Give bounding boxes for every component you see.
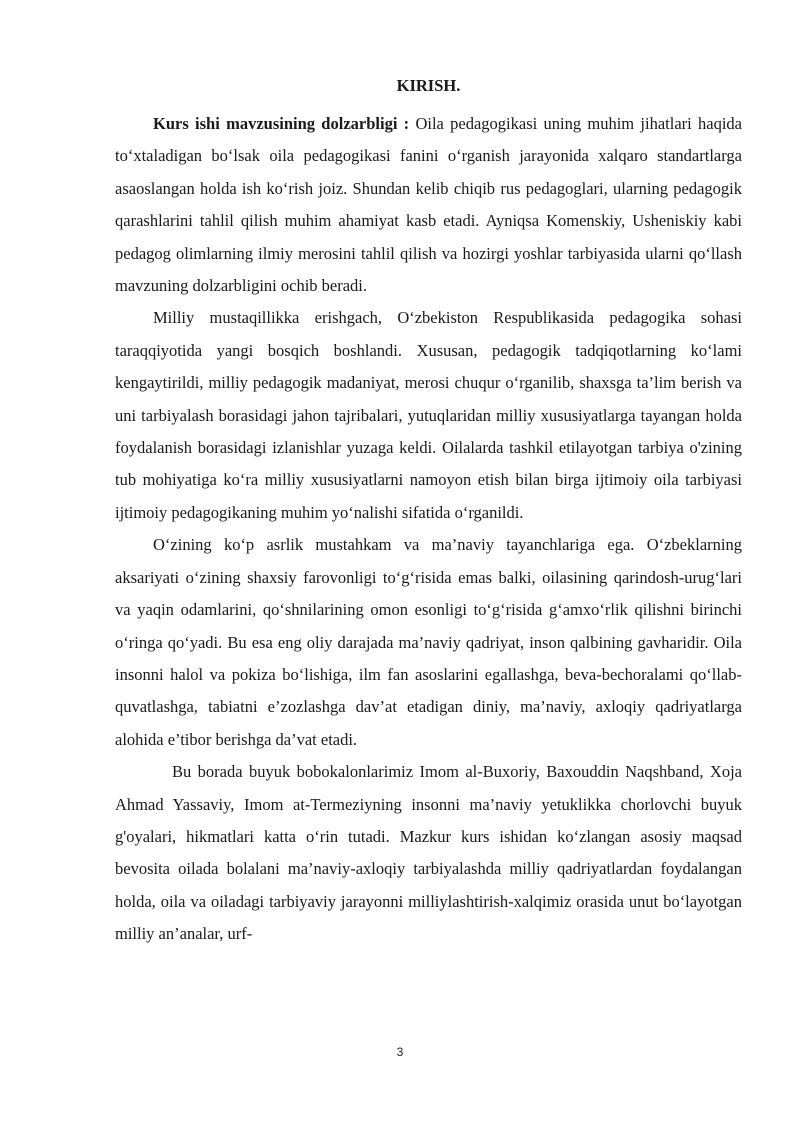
paragraph-spiritual-values [115, 529, 742, 756]
paragraph-relevance [115, 108, 742, 302]
paragraph-lead-heading: Kurs ishi mavzusining dolzarbligi : [153, 114, 410, 133]
paragraph-text: Bu borada buyuk bobokalonlarimiz Imom al-Buxoriy, Baxouddin Naqshband, Xoja Ahmad Yassaviy, Imom at-Termeziyning insonni ma’naviy yetuklikka chorlovchi buyuk g'oyalari, hikmatlari katta o‘rin tutadi. Mazkur kurs ishidan ko‘zlangan asosiy maqsad bevosita oilada bolalani ma’naviy-axloqiy tarbiyalashda milliy qadriyatlardan foydalangan holda, oila va oiladagi tarbiyaviy jarayonni milliylashtirish-xalqimiz orasida unut bo‘layotgan milliy an’analar, urf- [115, 762, 742, 944]
paragraph-independence [115, 302, 742, 529]
paragraph-text: Oila pedagogikasi uning muhim jihatlari haqida to‘xtaladigan bo‘lsak oila pedagogikasi fanini o‘rganish jarayonida xalqaro standartlarga asaoslangan holda ish ko‘rish joiz. Shundan kelib chiqib rus pedagoglari, ularning pedagogik qarashlarini tahlil qilish muhim ahamiyat kasb etadi. Ayniqsa Komenskiy, Usheniskiy kabi pedagog olimlarning ilmiy merosini tahlil qilish va hozirgi yoshlar tarbiyasida ularni qo‘llash mavzuning dolzarbligini ochib beradi. [115, 114, 742, 296]
document-page [115, 74, 742, 951]
paragraph-text: Milliy mustaqillikka erishgach, O‘zbekiston Respublikasida pedagogika sohasi taraqqiyotida yangi bosqich boshlandi. Xususan, pedagogik tadqiqotlarning ko‘lami kengaytirildi, milliy pedagogik madaniyat, merosi chuqur o‘rganilib, shaxsga ta’lim berish va uni tarbiyalash borasidagi jahon tajribalari, yutuqlaridan milliy xususiyatlarga tayangan holda foydalanish borasidagi izlanishlar yuzaga keldi. Oilalarda tashkil etilayotgan tarbiya o'zining tub mohiyatiga ko‘ra milliy xususiyatlarni namoyon etish bilan birga ijtimoiy oila tarbiyasi ijtimoiy pedagogikaning muhim yo‘nalishi sifatida o‘rganildi. [115, 308, 742, 522]
page-number: 3 [396, 1045, 404, 1059]
paragraph-text: O‘zining ko‘p asrlik mustahkam va ma’naviy tayanchlariga ega. O‘zbeklarning aksariyati o‘zining shaxsiy farovonligi to‘g‘risida emas balki, oilasining qarindosh-urug‘lari va yaqin odamlarini, qo‘shnilarining omon esonligi to‘g‘risida g‘amxo‘rlik qilishni birinchi o‘ringa qo‘yadi. Bu esa eng oliy darajada ma’naviy qadriyat, inson qalbining gavharidir. Oila insonni halol va pokiza bo‘lishiga, ilm fan asoslarini egallashga, beva-bechoralami qo‘llab-quvatlashga, tabiatni e’zozlashga dav’at etadigan diniy, ma’naviy, axloqiy qadriyatlarga alohida e’tibor berishga da’vat etadi. [115, 535, 742, 749]
paragraph-ancestors [115, 756, 742, 950]
section-title: KIRISH. [396, 76, 461, 95]
